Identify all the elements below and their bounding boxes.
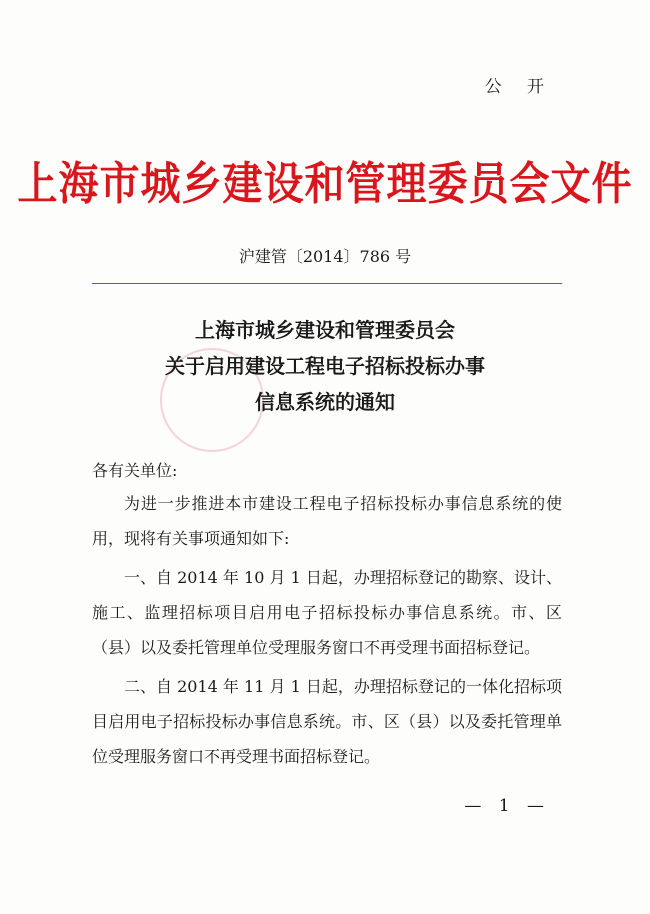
classification-label: 公 开 (484, 77, 554, 97)
salutation: 各有关单位: (92, 461, 178, 480)
title-line: 上海市城乡建设和管理委员会 (195, 318, 455, 342)
document-number: 沪建管〔2014〕786 号 (238, 247, 412, 266)
notice-title (0, 312, 650, 420)
page-number: — 1 — (464, 796, 550, 816)
red-divider (92, 283, 562, 284)
body-text (92, 486, 562, 774)
document-header: 上海市城乡建设和管理委员会文件 (17, 157, 633, 211)
title-line: 关于启用建设工程电子招标投标办事 (165, 354, 485, 378)
title-line: 信息系统的通知 (255, 390, 395, 414)
body-paragraph: 一、自 2014 年 10 月 1 日起，办理招标登记的勘察、设计、施工、监理招标项目启用电子招标投标办事信息系统。市、区（县）以及委托管理单位受理服务窗口不再受理书面招标登记。 (92, 568, 562, 657)
body-paragraph: 为进一步推进本市建设工程电子招标投标办事信息系统的使用，现将有关事项通知如下: (92, 494, 562, 548)
body-paragraph: 二、自 2014 年 11 月 1 日起，办理招标登记的一体化招标项目启用电子招标投标办事信息系统。市、区（县）以及委托管理单位受理服务窗口不再受理书面招标登记。 (92, 677, 562, 766)
